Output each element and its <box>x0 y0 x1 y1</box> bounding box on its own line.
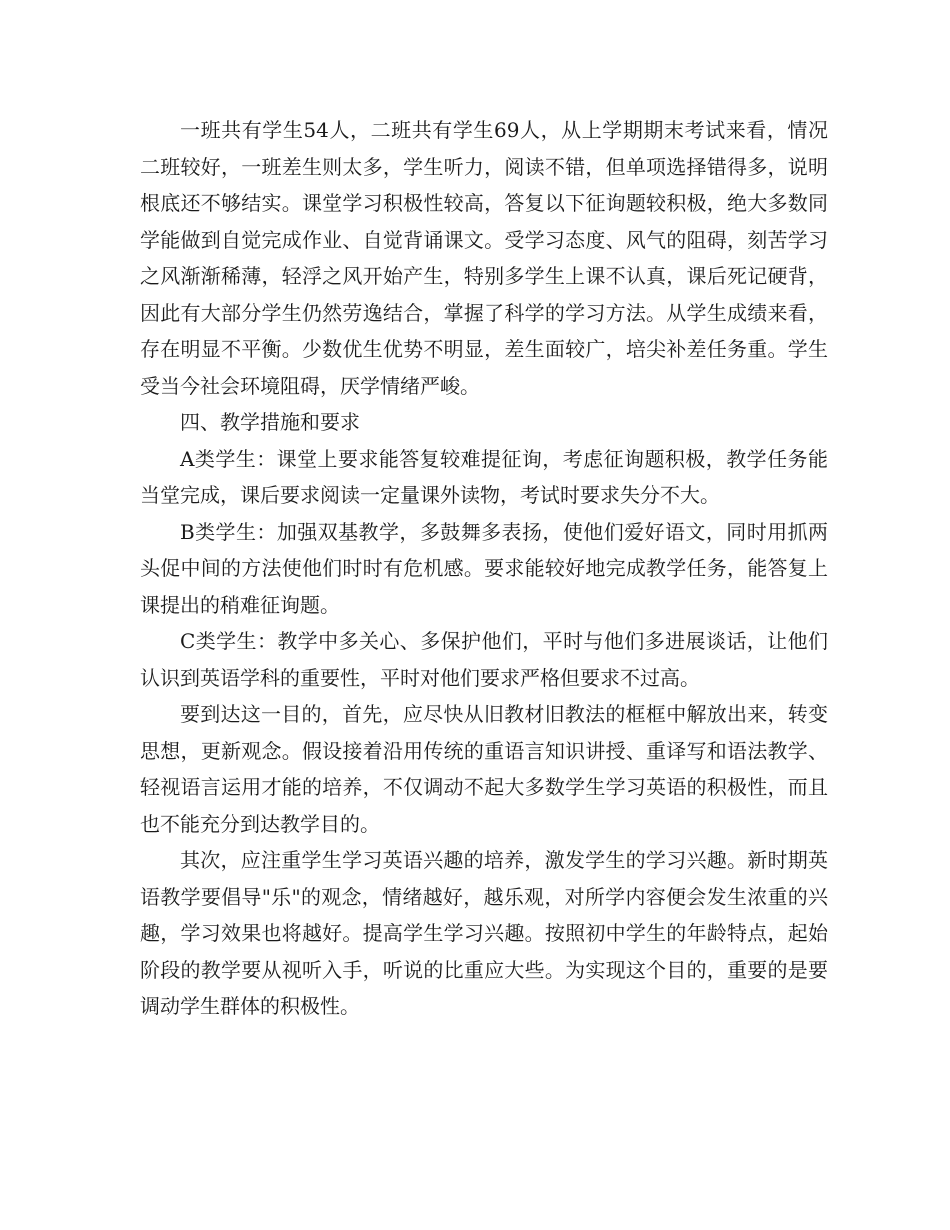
paragraph-second-step: 其次，应注重学生学习英语兴趣的培养，激发学生的学习兴趣。新时期英语教学要倡导"乐"的观念，情绪越好，越乐观，对所学内容便会发生浓重的兴趣，学习效果也将越好。提高学生学习兴趣。按照初中学生的年龄特点，起始阶段的教学要从视听入手，听说的比重应大些。为实现这个目的，重要的是要调动学生群体的积极性。 <box>140 848 828 1018</box>
paragraph-class-b: B类学生：加强双基教学，多鼓舞多表扬，使他们爱好语文，同时用抓两头促中间的方法使他们时时有危机感。要求能较好地完成教学任务，能答复上课提出的稍难征询题。 <box>140 519 828 617</box>
document-body <box>140 112 828 1025</box>
paragraph-class-c: C类学生：教学中多关心、多保护他们，平时与他们多进展谈话，让他们认识到英语学科的重要性，平时对他们要求严格但要求不过高。 <box>140 629 828 690</box>
paragraph-class-situation: 一班共有学生54人，二班共有学生69人，从上学期期末考试来看，情况二班较好，一班差生则太多，学生听力，阅读不错，但单项选择错得多，说明根底还不够结实。课堂学习积极性较高，答复以下征询题较积极，绝大多数同学能做到自觉完成作业、自觉背诵课文。受学习态度、风气的阻碍，刻苦学习之风渐渐稀薄，轻浮之风开始产生，特别多学生上课不认真，课后死记硬背，因此有大部分学生仍然劳逸结合，掌握了科学的学习方法。从学生成绩来看，存在明显不平衡。少数优生优势不明显，差生面较广，培尖补差任务重。学生受当今社会环境阻碍，厌学情绪严峻。 <box>140 118 828 398</box>
paragraph-first-step: 要到达这一目的，首先，应尽快从旧教材旧教法的框框中解放出来，转变思想，更新观念。假设接着沿用传统的重语言知识讲授、重译写和语法教学、轻视语言运用才能的培养，不仅调动不起大多数学生学习英语的积极性，而且也不能充分到达教学目的。 <box>140 702 828 836</box>
section-heading-measures: 四、教学措施和要求 <box>180 410 360 434</box>
paragraph-class-a: A类学生：课堂上要求能答复较难提征询，考虑征询题积极，教学任务能当堂完成，课后要求阅读一定量课外读物，考试时要求失分不大。 <box>140 446 828 507</box>
